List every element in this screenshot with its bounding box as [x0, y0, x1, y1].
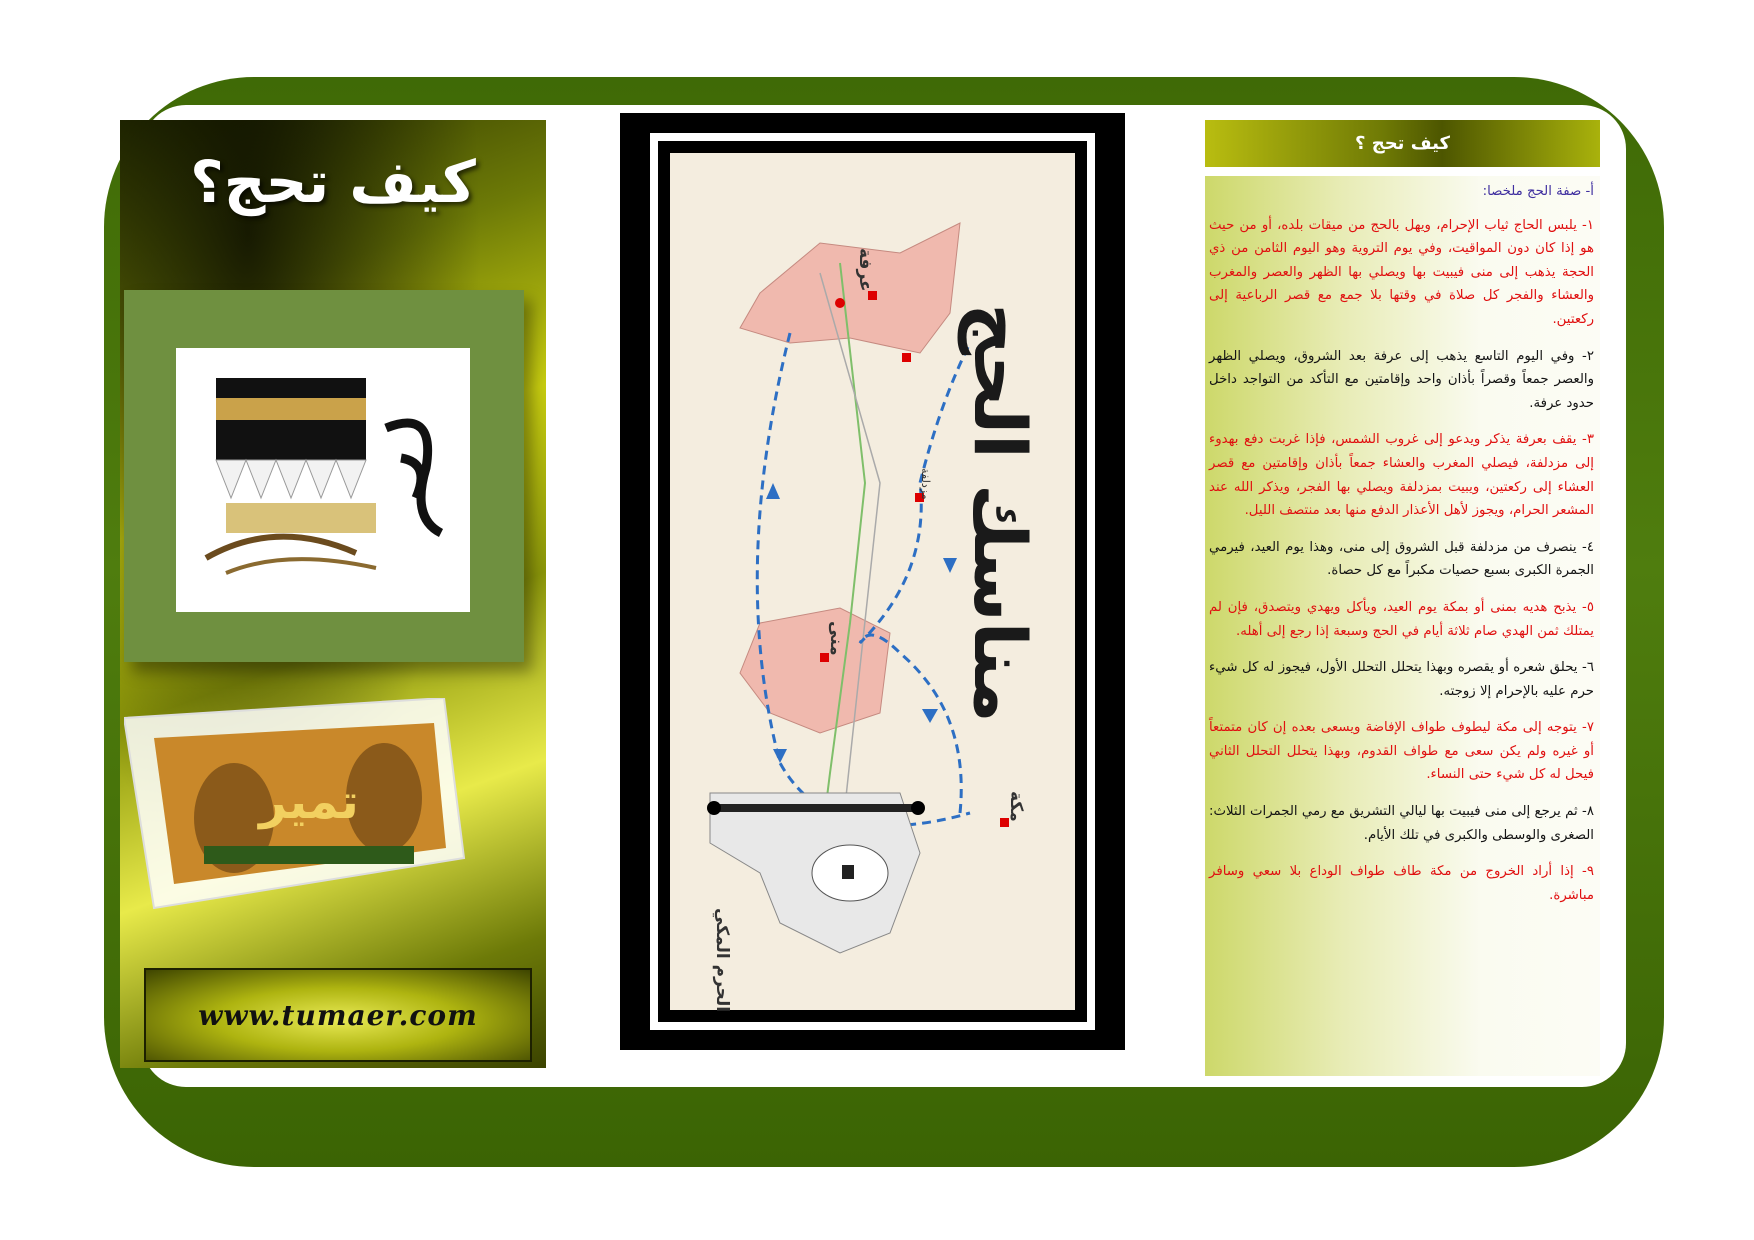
label-muzdalifa: مزدلفة	[919, 468, 932, 500]
left-panel	[120, 120, 546, 1068]
step-6: ٦- يحلق شعره أو يقصره وبهذا يتحلل التحلل الأول، فيجوز له كل شيء حرم عليه بالإحرام إلا زوجته.	[1209, 660, 1594, 699]
step-2: ٢- وفي اليوم التاسع يذهب إلى عرفة بعد الشروق، ويصلي الظهر والعصر جمعاً وقصراً بأذان واحد وإقامتين مع التأكد من التواجد داخل حدود عرفة.	[1209, 348, 1594, 411]
label-haram: الحرم المكي	[712, 908, 732, 1013]
mina-area	[740, 608, 890, 733]
hajj-steps	[1205, 176, 1600, 1076]
step-5: ٥- يذبح هديه بمنى أو بمكة يوم العيد، ويأكل ويهدي ويتصدق، فإن لم يمتلك ثمن الهدي صام ثلاثة أيام في الحج وسبعة إذا رجع إلى أهله.	[1209, 599, 1594, 639]
label-makkah: مكة	[1006, 791, 1026, 822]
step-8: ٨- ثم يرجع إلى منى فيبيت بها ليالي التشريق مع رمي الجمرات الثلاث: الصغرى والوسطى والكبرى في تلك الأيام.	[1209, 804, 1594, 843]
label-mina: منى	[826, 621, 846, 656]
step-4: ٤- ينصرف من مزدلفة قبل الشروق إلى منى، وهذا يوم العيد، فيرمي الجمرة الكبرى بسبع حصيات مكبراً مع كل حصاة.	[1209, 539, 1594, 579]
section-subtitle: أ- صفة الحج ملخصا:	[1482, 184, 1594, 199]
step-9: ٩- إذا أراد الخروج من مكة طاف طواف الوداع بلا سعي وسافر مباشرة.	[1209, 864, 1594, 903]
website-link[interactable]: www.tumaer.com	[198, 998, 478, 1032]
step-1: ١- يلبس الحاج ثياب الإحرام، ويهل بالحج من ميقات بلده، أو من حيث هو إذا كان دون المواقيت، وفي يوم التروية وهو اليوم الثامن من ذي الحجة يذهب إلى منى فيبيت بها ويصلي بها الظهر والعصر والمغرب والعشاء والفجر كل صلاة في وقتها بلا جمع مع قصر الرباعية إلى ركعتين.	[1209, 217, 1594, 327]
hajj-map	[620, 113, 1125, 1050]
website-box	[144, 968, 532, 1062]
left-title: كيف تحج؟	[190, 148, 476, 216]
kaaba-illustration	[186, 368, 460, 592]
svg-text:تمير: تمير	[259, 774, 359, 830]
image-box	[124, 290, 524, 662]
label-arafat: عرفة	[855, 248, 875, 292]
section-header: كيف تحج ؟	[1205, 120, 1600, 167]
step-3: ٣- يقف بعرفة يذكر ويدعو إلى غروب الشمس، فإذا غربت دفع بهدوء إلى مزدلفة، فيصلي المغرب والعشاء جمعاً بأذان وإقامتين مع قصر العشاء إلى ركعتين، ويبيت بمزدلفة ويصلي بها الفجر، ويذكر الله عند المشعر الحرام، ويجوز لأهل الأعذار الدفع منها بعد منتصف الليل.	[1209, 432, 1594, 519]
step-7: ٧- يتوجه إلى مكة ليطوف طواف الإفاضة ويسعى بعده إن كان متمتعاً أو غيره ولم يكن سعى مع طواف القدوم، وبهذا يتحلل التحلل الثاني فيحل له كل شيء حتى النساء.	[1209, 720, 1594, 783]
city-logo-frame	[124, 698, 524, 924]
kaaba-image-card	[176, 348, 470, 612]
map-canvas	[670, 153, 1075, 1013]
map-title: مناسك الحج	[958, 303, 1042, 723]
